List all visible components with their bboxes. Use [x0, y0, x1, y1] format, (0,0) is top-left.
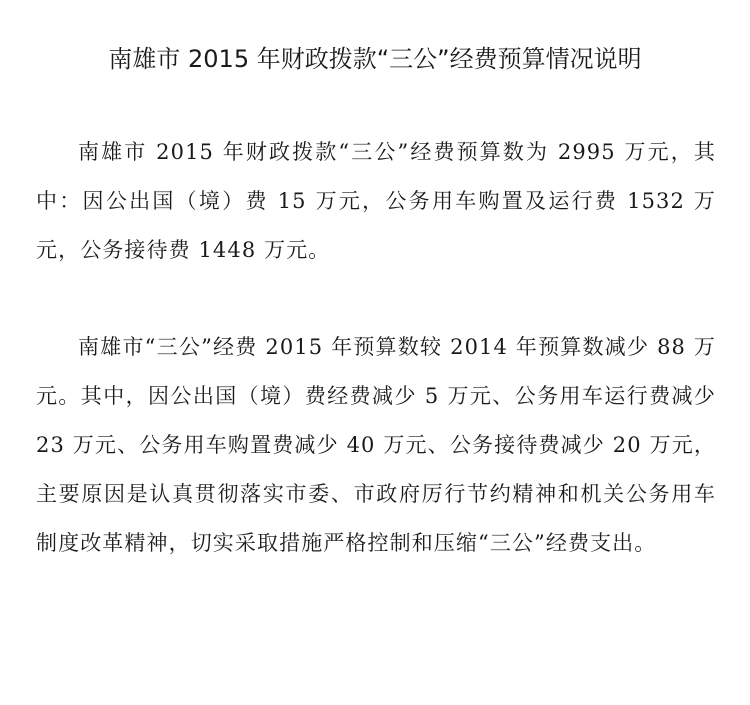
document-title: 南雄市 2015 年财政拨款“三公”经费预算情况说明: [108, 45, 642, 73]
paragraph-budget-comparison: 南雄市“三公”经费 2015 年预算数较 2014 年预算数减少 88 万元。其中，因公出国（境）费经费减少 5 万元、公务用车运行费减少 23 万元、公务用车购置费减少 40 万元、公务接待费减少 20 万元，主要原因是认真贯彻落实市委、市政府厉行节约精神和机关公务用车制度改革精神，切实采取措施严格控制和压缩“三公”经费支出。: [36, 335, 716, 555]
paragraph-budget-summary: 南雄市 2015 年财政拨款“三公”经费预算数为 2995 万元，其中：因公出国（境）费 15 万元，公务用车购置及运行费 1532 万元，公务接待费 1448 万元。: [36, 140, 716, 262]
